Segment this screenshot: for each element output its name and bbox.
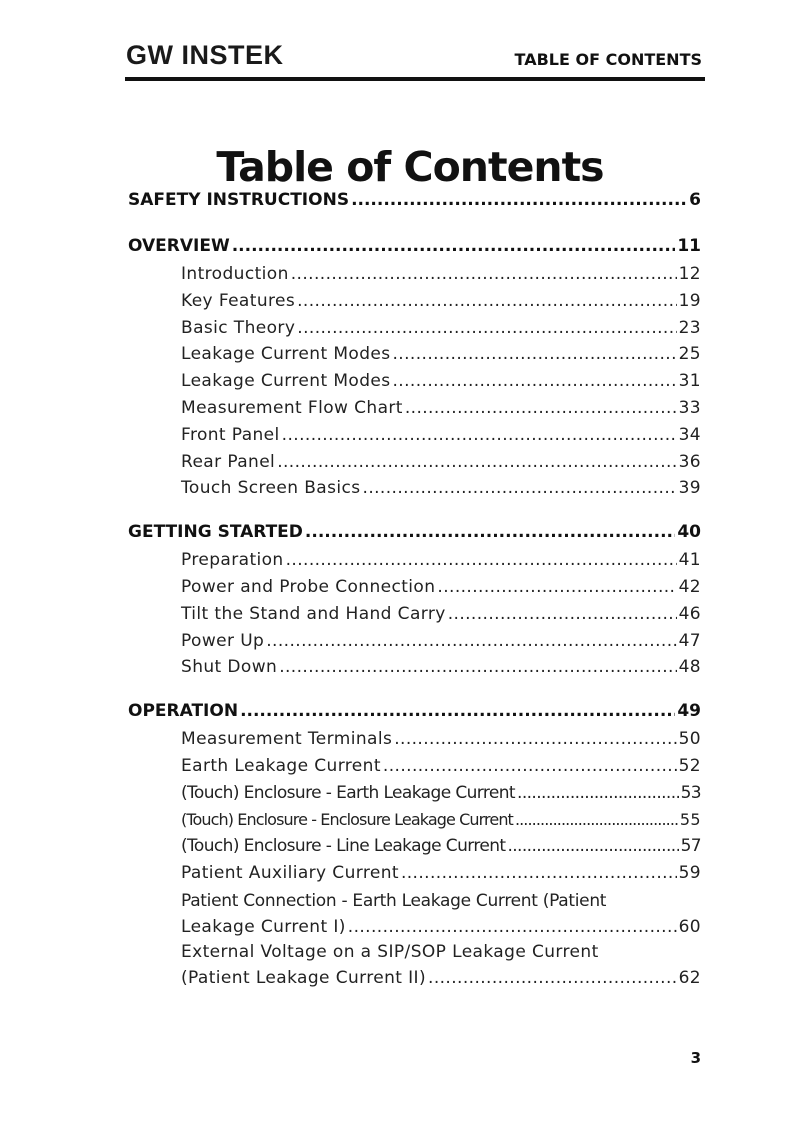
chapter-title: OPERATION [128, 701, 239, 722]
entry-label-line2: (Patient Leakage Current II) [181, 967, 427, 988]
entry-label: (Touch) Enclosure - Earth Leakage Current [181, 782, 516, 803]
entry-label-line1: External Voltage on a SIP/SOP Leakage Current [181, 941, 599, 962]
page-title: Table of Contents [216, 143, 604, 192]
entry-label: Rear Panel [181, 451, 276, 472]
entry-page: 31 [678, 371, 701, 392]
entry-page: 23 [678, 317, 701, 338]
entry-label: Basic Theory [181, 317, 296, 338]
header-rule [125, 77, 705, 81]
toc-entry[interactable] [128, 315, 701, 342]
toc-chapter-overview[interactable] [128, 232, 701, 261]
dot-leader [437, 574, 676, 601]
dot-leader [266, 628, 676, 655]
page-number: 3 [690, 1049, 701, 1067]
dot-leader [428, 965, 677, 991]
toc-entry[interactable] [128, 780, 701, 807]
dot-leader [279, 654, 676, 681]
toc-entry[interactable] [128, 547, 701, 574]
entry-page: 41 [678, 550, 701, 571]
chapter-title: SAFETY INSTRUCTIONS [128, 190, 350, 210]
dot-leader [448, 601, 677, 628]
toc-entry[interactable] [128, 807, 701, 834]
toc-entry[interactable] [128, 368, 701, 395]
dot-leader [297, 288, 676, 315]
dot-leader [507, 833, 678, 860]
toc-entry[interactable] [128, 860, 701, 887]
dot-leader [240, 697, 675, 726]
toc-entry[interactable] [128, 726, 701, 753]
entry-page: 33 [678, 397, 701, 418]
chapter-page: 11 [677, 236, 701, 256]
chapter-title: OVERVIEW [128, 236, 230, 256]
entry-page: 60 [678, 916, 701, 937]
entry-label: Measurement Terminals [181, 729, 393, 750]
entry-label: Leakage Current Modes [181, 371, 391, 392]
dot-leader [232, 232, 676, 261]
table-of-contents [128, 186, 701, 991]
entry-label: (Touch) Enclosure - Line Leakage Current [181, 836, 506, 857]
entry-page: 53 [680, 782, 701, 803]
entry-page: 39 [678, 478, 701, 499]
dot-leader [282, 422, 677, 449]
toc-chapter-getting-started[interactable] [128, 518, 701, 547]
toc-chapter-safety[interactable] [128, 186, 701, 215]
dot-leader [363, 475, 677, 502]
toc-entry[interactable] [128, 628, 701, 655]
section-gap [128, 681, 701, 697]
entry-page: 50 [678, 729, 701, 750]
dot-leader [277, 449, 676, 476]
dot-leader [517, 780, 679, 807]
dot-leader [401, 860, 677, 887]
entry-label: Measurement Flow Chart [181, 397, 403, 418]
entry-label: Leakage Current Modes [181, 344, 391, 365]
toc-entry[interactable] [128, 574, 701, 601]
entry-page: 47 [678, 630, 701, 651]
section-gap [128, 215, 701, 232]
entry-label: Shut Down [181, 657, 278, 678]
toc-entry-multiline[interactable] [128, 940, 701, 991]
dot-leader [297, 315, 676, 342]
entry-label-line1: Patient Connection - Earth Leakage Current (Patient [181, 890, 607, 911]
toc-entry[interactable] [128, 449, 701, 476]
dot-leader [383, 753, 677, 780]
dot-leader [394, 726, 676, 753]
toc-entry[interactable] [128, 654, 701, 681]
chapter-page: 40 [677, 522, 701, 543]
section-gap [128, 502, 701, 518]
dot-leader [305, 518, 675, 547]
dot-leader [393, 341, 677, 368]
running-header: TABLE OF CONTENTS [514, 50, 702, 69]
toc-entry-multiline[interactable] [128, 889, 701, 940]
dot-leader [405, 395, 677, 422]
entry-page: 36 [678, 451, 701, 472]
toc-entry[interactable] [128, 753, 701, 780]
entry-label-line2: Leakage Current I) [181, 916, 346, 937]
chapter-page: 6 [689, 190, 701, 210]
entry-page: 52 [678, 755, 701, 776]
dot-leader [393, 368, 677, 395]
entry-page: 48 [678, 657, 701, 678]
toc-entry[interactable] [128, 422, 701, 449]
entry-label: Patient Auxiliary Current [181, 863, 399, 884]
toc-entry[interactable] [128, 475, 701, 502]
toc-entry[interactable] [128, 833, 701, 860]
entry-label: Earth Leakage Current [181, 755, 381, 776]
entry-page: 12 [678, 264, 701, 284]
entry-label: Preparation [181, 550, 284, 571]
entry-page: 59 [678, 863, 701, 884]
entry-label: Tilt the Stand and Hand Carry [181, 603, 446, 624]
toc-entry[interactable] [128, 395, 701, 422]
entry-label: Touch Screen Basics [181, 478, 361, 499]
entry-page: 57 [680, 836, 701, 857]
dot-leader [291, 261, 677, 288]
chapter-title: GETTING STARTED [128, 522, 303, 543]
toc-entry[interactable] [128, 341, 701, 368]
entry-page: 19 [678, 290, 701, 311]
entry-page: 46 [678, 603, 701, 624]
brand-logo: GW INSTEK [126, 40, 284, 70]
entry-label: Introduction [181, 264, 289, 284]
toc-entry[interactable] [128, 601, 701, 628]
toc-entry[interactable] [128, 288, 701, 315]
dot-leader [348, 914, 677, 940]
toc-entry[interactable] [128, 261, 701, 288]
entry-page: 62 [678, 967, 701, 988]
dot-leader [515, 807, 678, 834]
entry-label: Front Panel [181, 424, 280, 445]
dot-leader [351, 186, 687, 215]
toc-chapter-operation[interactable] [128, 697, 701, 726]
entry-label: Power and Probe Connection [181, 576, 436, 597]
entry-label: Power Up [181, 630, 265, 651]
entry-label: Key Features [181, 290, 296, 311]
entry-page: 55 [679, 809, 701, 829]
entry-page: 42 [678, 576, 701, 597]
entry-label: (Touch) Enclosure - Enclosure Leakage Current [181, 809, 513, 829]
entry-page: 25 [678, 344, 701, 365]
entry-page: 34 [678, 424, 701, 445]
dot-leader [286, 547, 677, 574]
chapter-page: 49 [677, 701, 701, 722]
